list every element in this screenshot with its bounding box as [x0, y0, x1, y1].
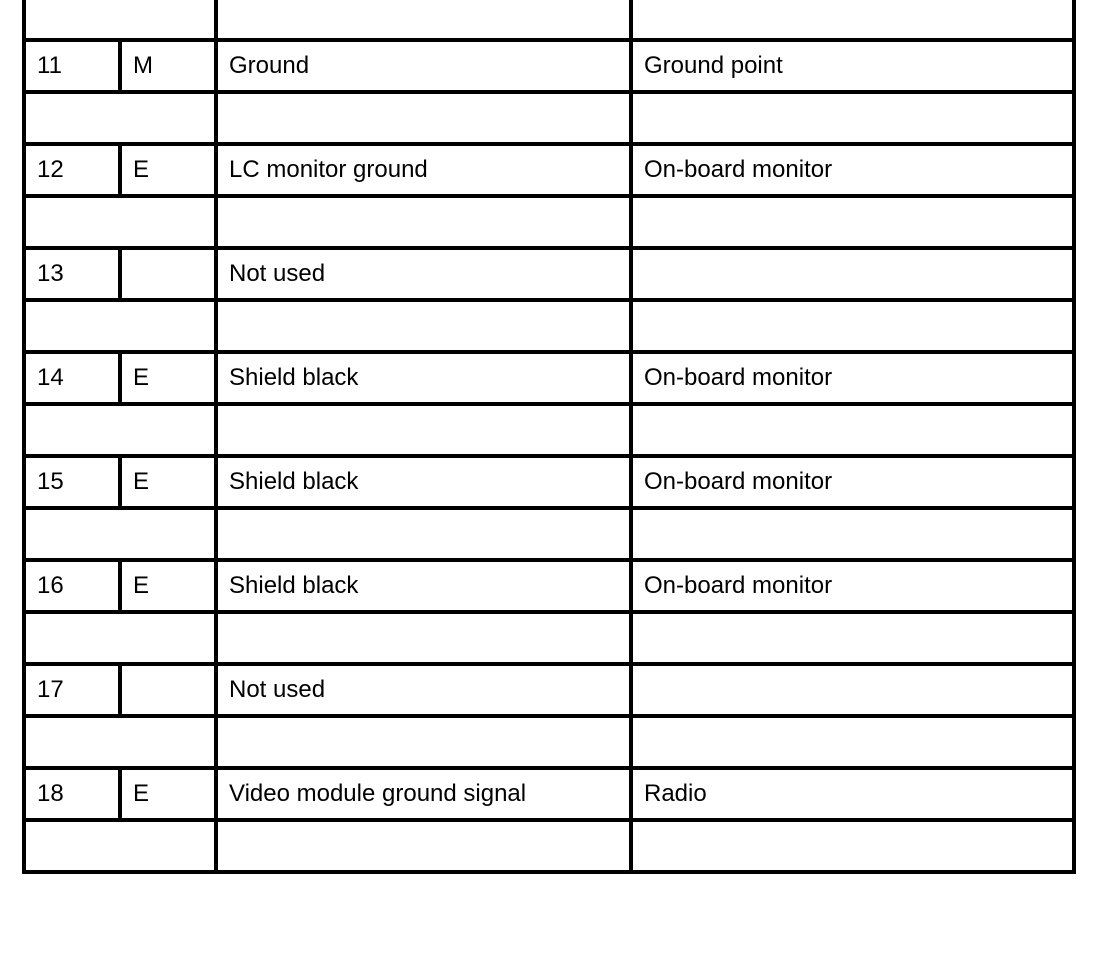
description-cell: LC monitor ground: [216, 144, 631, 196]
spacer-row: [24, 612, 1074, 664]
type-cell: [120, 248, 216, 300]
spacer-row: [24, 716, 1074, 768]
table-row: [24, 352, 1074, 404]
type-cell: E: [120, 352, 216, 404]
spacer-row: [24, 92, 1074, 144]
type-cell: E: [120, 456, 216, 508]
description-cell: Not used: [216, 248, 631, 300]
component-cell: Radio: [631, 768, 1074, 820]
component-cell: [631, 248, 1074, 300]
type-cell: E: [120, 768, 216, 820]
description-cell: Video module ground signal: [216, 768, 631, 820]
type-cell: [120, 664, 216, 716]
component-cell: On-board monitor: [631, 560, 1074, 612]
description-cell: Shield black: [216, 560, 631, 612]
pin-number-cell: 12: [24, 144, 120, 196]
table-row: [24, 664, 1074, 716]
spacer-row: [24, 508, 1074, 560]
pin-number-cell: 15: [24, 456, 120, 508]
spacer-row: [24, 196, 1074, 248]
pin-number-cell: 18: [24, 768, 120, 820]
type-cell: M: [120, 40, 216, 92]
description-cell: Ground: [216, 40, 631, 92]
pin-number-cell: 16: [24, 560, 120, 612]
pin-number-cell: 14: [24, 352, 120, 404]
table-row: [24, 144, 1074, 196]
table-row: [24, 768, 1074, 820]
pin-number-cell: 17: [24, 664, 120, 716]
table-row: [24, 248, 1074, 300]
component-cell: On-board monitor: [631, 456, 1074, 508]
component-cell: Ground point: [631, 40, 1074, 92]
pin-assignment-table: [22, 0, 1076, 874]
component-cell: [631, 664, 1074, 716]
description-cell: Shield black: [216, 456, 631, 508]
description-cell: Shield black: [216, 352, 631, 404]
spacer-row: [24, 300, 1074, 352]
component-cell: On-board monitor: [631, 144, 1074, 196]
pin-number-cell: 13: [24, 248, 120, 300]
component-cell: On-board monitor: [631, 352, 1074, 404]
spacer-row: [24, 0, 1074, 40]
table-row: [24, 40, 1074, 92]
spacer-row: [24, 820, 1074, 872]
table-row: [24, 456, 1074, 508]
table-row: [24, 560, 1074, 612]
pin-number-cell: 11: [24, 40, 120, 92]
type-cell: E: [120, 560, 216, 612]
type-cell: E: [120, 144, 216, 196]
spacer-row: [24, 404, 1074, 456]
description-cell: Not used: [216, 664, 631, 716]
